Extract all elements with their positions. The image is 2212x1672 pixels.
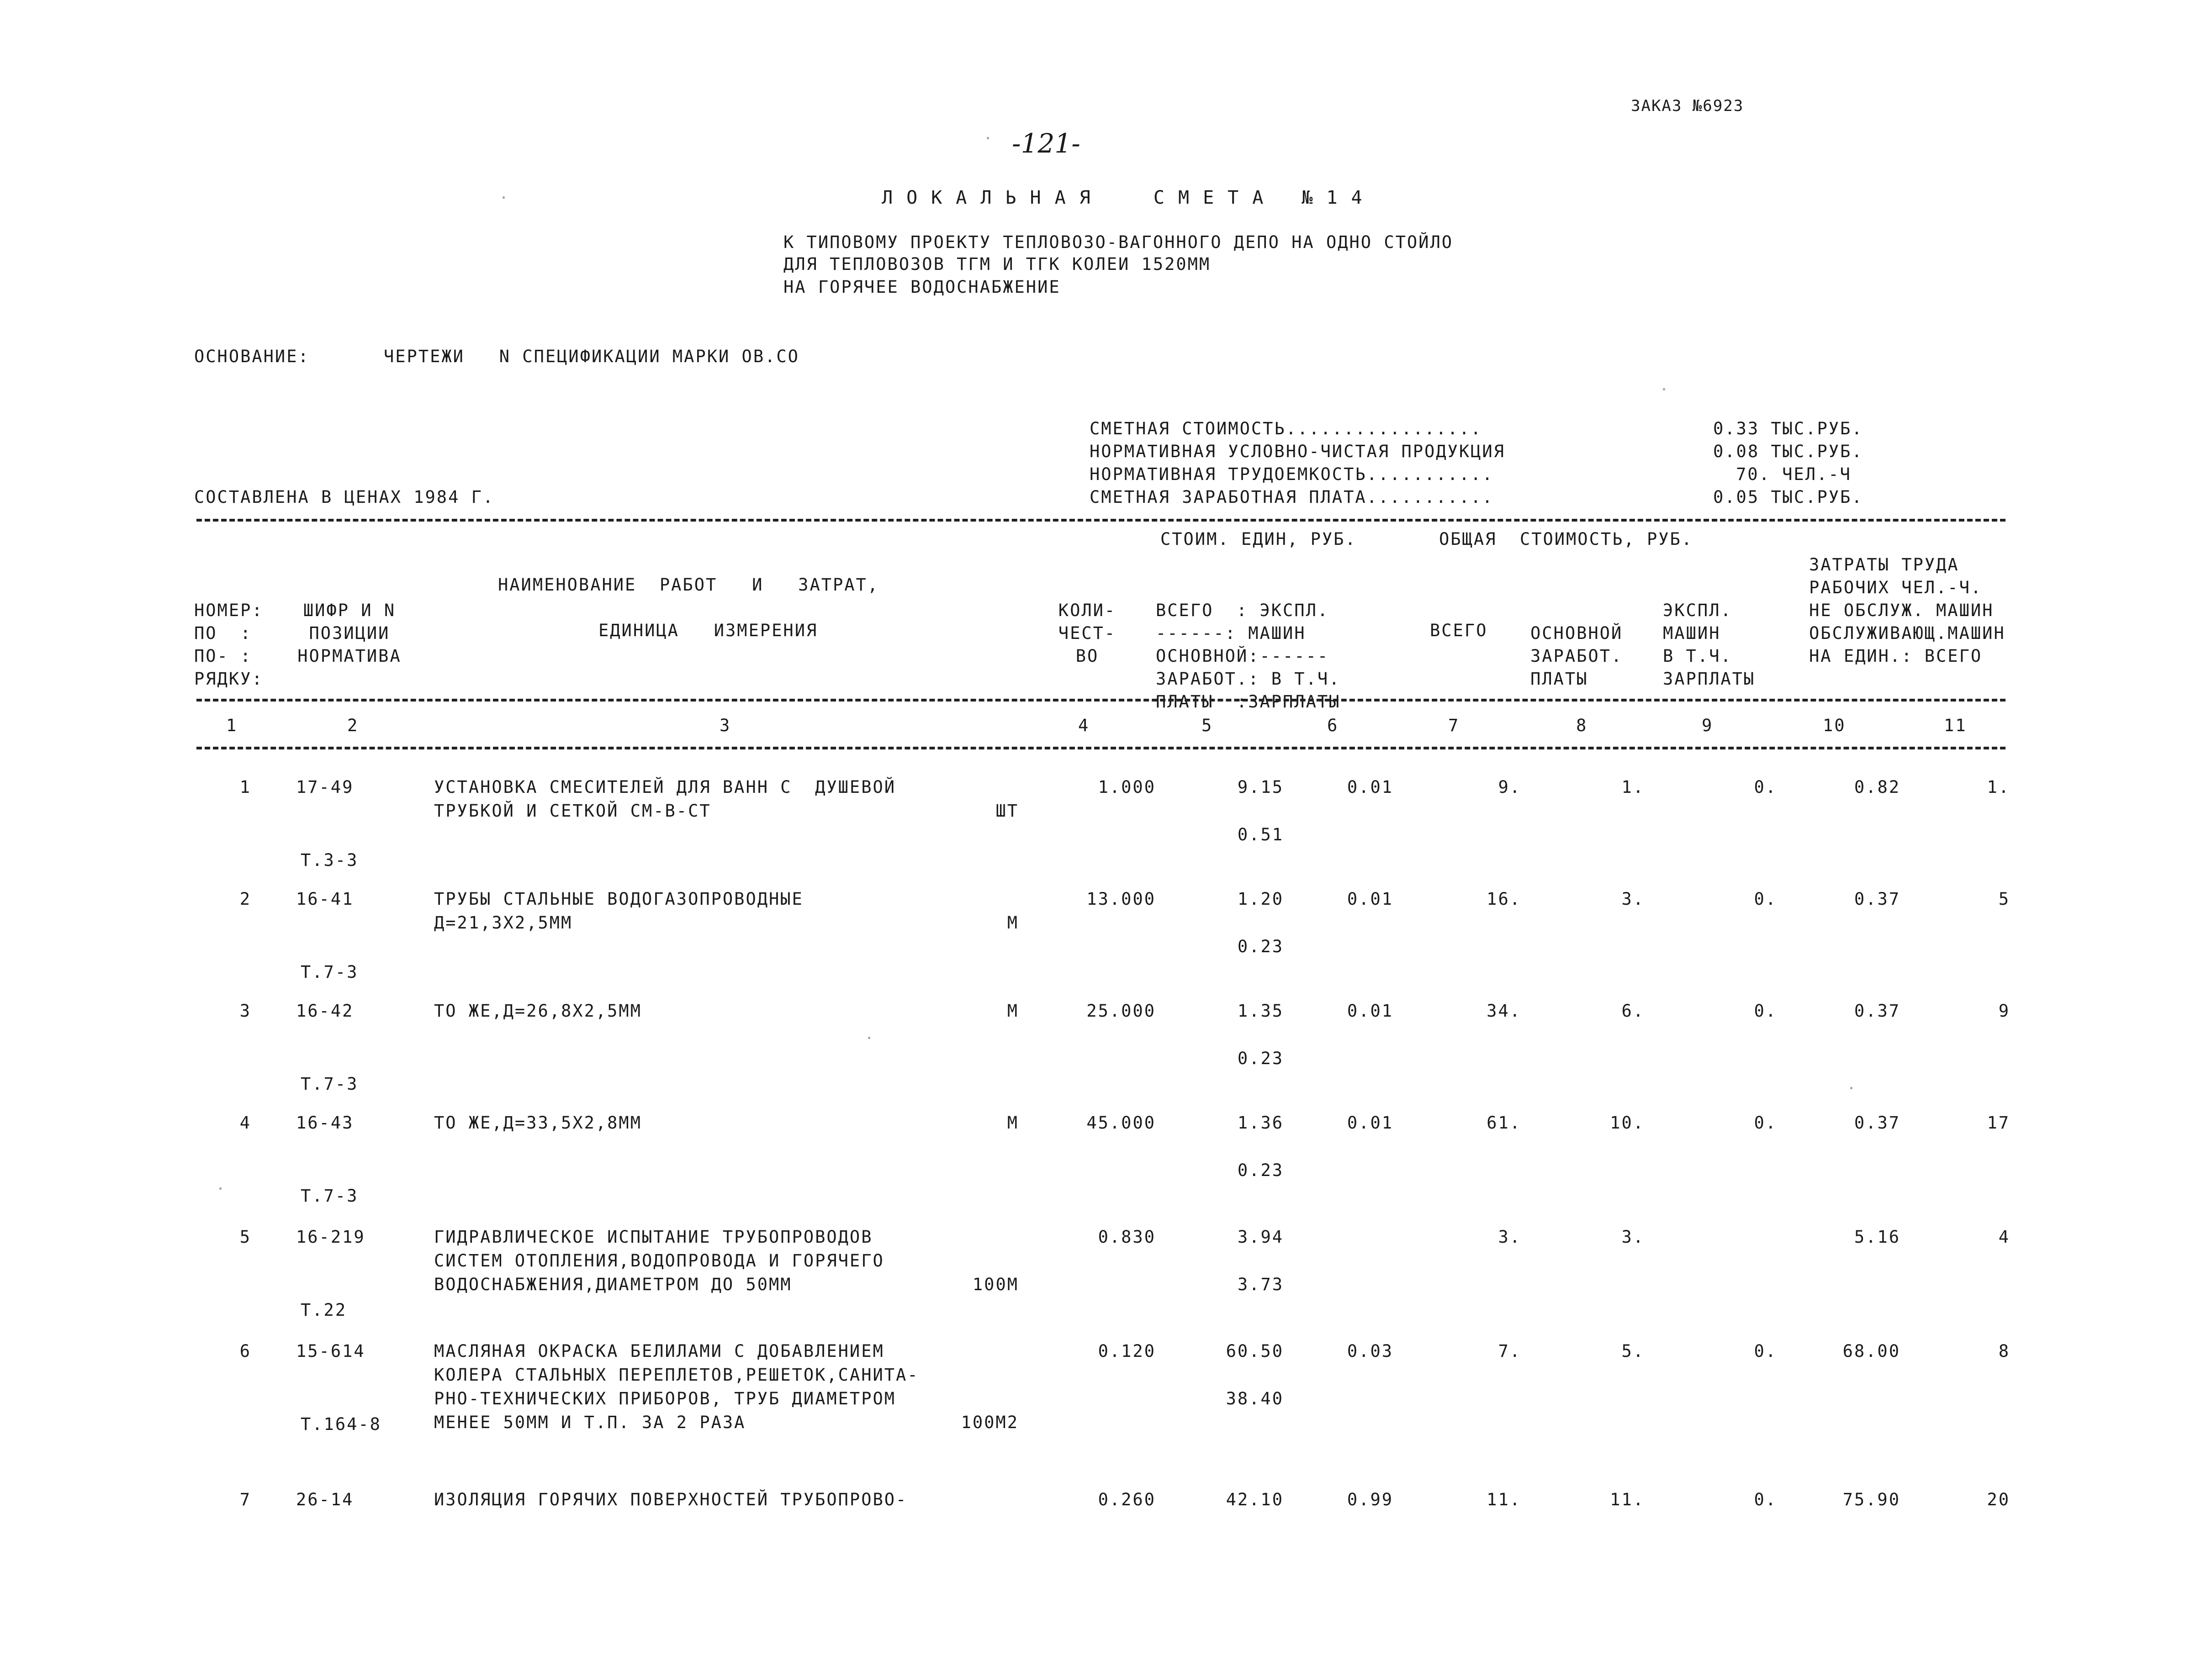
summary-label-2: НОРМАТИВНАЯ УСЛОВНО-ЧИСТАЯ ПРОДУКЦИЯ bbox=[1090, 442, 1505, 461]
row-total-mach: 0. bbox=[1754, 1341, 1777, 1361]
row-unit-total: 3.94 bbox=[1237, 1227, 1284, 1247]
row-description: ВОДОСНАБЖЕНИЯ,ДИАМЕТРОМ ДО 50ММ bbox=[434, 1275, 792, 1294]
colnum-6: 6 bbox=[1327, 716, 1339, 735]
basis-value: ЧЕРТЕЖИ N СПЕЦИФИКАЦИИ МАРКИ ОВ.СО bbox=[384, 347, 799, 366]
header-col-4: КОЛИ- ЧЕСТ- ВО bbox=[1058, 601, 1117, 666]
row-labor-total: 20 bbox=[1987, 1490, 2010, 1509]
row-ref: Т.22 bbox=[301, 1300, 347, 1320]
row-code: 16-41 bbox=[296, 889, 354, 909]
row-total: 34. bbox=[1487, 1001, 1521, 1021]
subtitle-line-1: К ТИПОВОМУ ПРОЕКТУ ТЕПЛОВОЗО-ВАГОННОГО ДЕПО НА ОДНО СТОЙЛО bbox=[783, 232, 1454, 252]
row-total-mach: 0. bbox=[1754, 777, 1777, 797]
row-total: 7. bbox=[1498, 1341, 1521, 1361]
row-unit-mach: 0.01 bbox=[1347, 1113, 1393, 1133]
row-number: 4 bbox=[239, 1113, 251, 1133]
row-total: 61. bbox=[1487, 1113, 1521, 1133]
row-description: УСТАНОВКА СМЕСИТЕЛЕЙ ДЛЯ ВАНН С ДУШЕВОЙ bbox=[434, 777, 896, 797]
summary-label-4: СМЕТНАЯ ЗАРАБОТНАЯ ПЛАТА........... bbox=[1090, 487, 1494, 507]
subtitle-line-3: НА ГОРЯЧЕЕ ВОДОСНАБЖЕНИЕ bbox=[783, 277, 1061, 297]
row-qty: 13.000 bbox=[1086, 889, 1156, 909]
summary-label-3: НОРМАТИВНАЯ ТРУДОЕМКОСТЬ........... bbox=[1090, 464, 1494, 484]
colnum-5: 5 bbox=[1201, 716, 1213, 735]
row-unit: М bbox=[1007, 1113, 1019, 1133]
row-code: 16-42 bbox=[296, 1001, 354, 1021]
row-description: ТРУБКОЙ И СЕТКОЙ СМ-В-СТ bbox=[434, 801, 711, 821]
header-col-3-title: НАИМЕНОВАНИЕ РАБОТ И ЗАТРАТ, bbox=[498, 575, 879, 595]
row-ref: Т.7-3 bbox=[301, 1186, 359, 1206]
header-unit-cost: СТОИМ. ЕДИН, РУБ. bbox=[1160, 529, 1357, 549]
row-unit-wage: 0.23 bbox=[1237, 937, 1284, 956]
row-number: 1 bbox=[239, 777, 251, 797]
summary-label-1: СМЕТНАЯ СТОИМОСТЬ................. bbox=[1090, 419, 1482, 438]
row-labor-unit: 0.37 bbox=[1854, 889, 1900, 909]
row-qty: 0.830 bbox=[1098, 1227, 1156, 1247]
row-ref: Т.3-3 bbox=[301, 850, 359, 870]
row-qty: 0.120 bbox=[1098, 1341, 1156, 1361]
row-labor-total: 8 bbox=[1998, 1341, 2010, 1361]
row-description: МЕНЕЕ 50ММ И Т.П. ЗА 2 РАЗА bbox=[434, 1413, 746, 1432]
header-total-cost: ОБЩАЯ СТОИМОСТЬ, РУБ. bbox=[1439, 529, 1693, 549]
colnum-9: 9 bbox=[1702, 716, 1714, 735]
row-total: 11. bbox=[1487, 1490, 1521, 1509]
row-unit-wage: 0.51 bbox=[1237, 825, 1284, 844]
row-unit-wage: 0.23 bbox=[1237, 1160, 1284, 1180]
row-unit-mach: 0.01 bbox=[1347, 1001, 1393, 1021]
row-code: 26-14 bbox=[296, 1490, 354, 1509]
row-unit-wage: 0.23 bbox=[1237, 1049, 1284, 1068]
row-unit: ШТ bbox=[995, 801, 1019, 821]
row-description: КОЛЕРА СТАЛЬНЫХ ПЕРЕПЛЕТОВ,РЕШЕТОК,САНИТА- bbox=[434, 1365, 919, 1385]
page-number: -121- bbox=[1012, 128, 1080, 159]
row-labor-unit: 0.82 bbox=[1854, 777, 1900, 797]
colnum-11: 11 bbox=[1944, 716, 1967, 735]
header-unit-cost-sub: ВСЕГО : ЭКСПЛ. ------: МАШИН ОСНОВНОЙ:------ ЗАРАБОТ.: В Т.Ч. ПЛАТЫ :ЗАРПЛАТЫ bbox=[1156, 601, 1341, 712]
subtitle-line-2: ДЛЯ ТЕПЛОВОЗОВ ТГМ И ТГК КОЛЕИ 1520ММ bbox=[783, 254, 1211, 274]
header-col-3-unit: ЕДИНИЦА ИЗМЕРЕНИЯ bbox=[598, 621, 818, 640]
row-total-mach: 0. bbox=[1754, 1113, 1777, 1133]
header-total-all: ВСЕГО bbox=[1430, 621, 1488, 640]
colnum-1: 1 bbox=[226, 716, 238, 735]
colnum-2: 2 bbox=[347, 716, 359, 735]
row-total-wage: 1. bbox=[1621, 777, 1645, 797]
row-number: 7 bbox=[239, 1490, 251, 1509]
row-labor-unit: 75.90 bbox=[1842, 1490, 1900, 1509]
summary-value-2: 0.08 ТЫС.РУБ. bbox=[1713, 442, 1863, 461]
colnum-3: 3 bbox=[720, 716, 731, 735]
row-description: ТРУБЫ СТАЛЬНЫЕ ВОДОГАЗОПРОВОДНЫЕ bbox=[434, 889, 804, 909]
prices-note: СОСТАВЛЕНА В ЦЕНАХ 1984 Г. bbox=[194, 487, 495, 507]
row-description: ГИДРАВЛИЧЕСКОЕ ИСПЫТАНИЕ ТРУБОПРОВОДОВ bbox=[434, 1227, 873, 1247]
colnum-10: 10 bbox=[1823, 716, 1846, 735]
header-bottom-rule bbox=[196, 747, 2006, 749]
row-total-wage: 3. bbox=[1621, 1227, 1645, 1247]
row-total-wage: 10. bbox=[1610, 1113, 1645, 1133]
row-qty: 45.000 bbox=[1086, 1113, 1156, 1133]
colnum-4: 4 bbox=[1078, 716, 1090, 735]
summary-value-4: 0.05 ТЫС.РУБ. bbox=[1713, 487, 1863, 507]
row-unit-mach: 0.99 bbox=[1347, 1490, 1393, 1509]
basis-label: ОСНОВАНИЕ: bbox=[194, 347, 310, 366]
row-labor-total: 5 bbox=[1998, 889, 2010, 909]
row-labor-unit: 0.37 bbox=[1854, 1001, 1900, 1021]
row-unit-mach: 0.01 bbox=[1347, 889, 1393, 909]
row-description: СИСТЕМ ОТОПЛЕНИЯ,ВОДОПРОВОДА И ГОРЯЧЕГО bbox=[434, 1251, 884, 1271]
header-labor: ЗАТРАТЫ ТРУДА РАБОЧИХ ЧЕЛ.-Ч. НЕ ОБСЛУЖ. МАШИН ОБСЛУЖИВАЮЩ.МАШИН НА ЕДИН.: ВСЕГО bbox=[1809, 555, 2006, 666]
header-col-1: НОМЕР: ПО : ПО- : РЯДКУ: bbox=[194, 601, 264, 689]
row-unit: М bbox=[1007, 913, 1019, 933]
row-ref: Т.7-3 bbox=[301, 1074, 359, 1094]
row-labor-total: 1. bbox=[1987, 777, 2010, 797]
row-ref: Т.7-3 bbox=[301, 962, 359, 982]
header-mid-rule bbox=[196, 699, 2006, 702]
row-total-wage: 11. bbox=[1610, 1490, 1645, 1509]
row-total-wage: 6. bbox=[1621, 1001, 1645, 1021]
row-code: 15-614 bbox=[296, 1341, 365, 1361]
header-top-rule bbox=[196, 519, 2006, 522]
row-labor-total: 4 bbox=[1998, 1227, 2010, 1247]
row-total-mach: 0. bbox=[1754, 1490, 1777, 1509]
row-unit-total: 1.36 bbox=[1237, 1113, 1284, 1133]
row-total: 3. bbox=[1498, 1227, 1521, 1247]
row-qty: 1.000 bbox=[1098, 777, 1156, 797]
row-total: 16. bbox=[1487, 889, 1521, 909]
row-total-mach: 0. bbox=[1754, 1001, 1777, 1021]
summary-value-1: 0.33 ТЫС.РУБ. bbox=[1713, 419, 1863, 438]
header-col-2: ШИФР И N ПОЗИЦИИ НОРМАТИВА bbox=[297, 601, 402, 666]
row-labor-total: 9 bbox=[1998, 1001, 2010, 1021]
row-number: 2 bbox=[239, 889, 251, 909]
row-unit-mach: 0.01 bbox=[1347, 777, 1393, 797]
row-total-mach: 0. bbox=[1754, 889, 1777, 909]
row-labor-unit: 0.37 bbox=[1854, 1113, 1900, 1133]
colnum-7: 7 bbox=[1448, 716, 1460, 735]
header-total-wage: ОСНОВНОЙ ЗАРАБОТ. ПЛАТЫ bbox=[1530, 623, 1623, 689]
row-qty: 0.260 bbox=[1098, 1490, 1156, 1509]
row-code: 17-49 bbox=[296, 777, 354, 797]
row-number: 3 bbox=[239, 1001, 251, 1021]
row-unit-total: 1.35 bbox=[1237, 1001, 1284, 1021]
row-unit-mach: 0.03 bbox=[1347, 1341, 1393, 1361]
row-description: РНО-ТЕХНИЧЕСКИХ ПРИБОРОВ, ТРУБ ДИАМЕТРОМ bbox=[434, 1389, 896, 1408]
header-total-mach: ЭКСПЛ. МАШИН В Т.Ч. ЗАРПЛАТЫ bbox=[1663, 601, 1756, 689]
row-description: Д=21,3Х2,5ММ bbox=[434, 913, 573, 933]
row-code: 16-219 bbox=[296, 1227, 365, 1247]
row-unit-wage: 38.40 bbox=[1226, 1389, 1284, 1408]
row-unit-total: 1.20 bbox=[1237, 889, 1284, 909]
row-unit-total: 9.15 bbox=[1237, 777, 1284, 797]
row-code: 16-43 bbox=[296, 1113, 354, 1133]
row-labor-unit: 68.00 bbox=[1842, 1341, 1900, 1361]
row-total-wage: 3. bbox=[1621, 889, 1645, 909]
row-unit-total: 60.50 bbox=[1226, 1341, 1284, 1361]
row-unit: 100М2 bbox=[961, 1413, 1019, 1432]
summary-value-3: 70. ЧЕЛ.-Ч bbox=[1736, 464, 1852, 484]
row-labor-unit: 5.16 bbox=[1854, 1227, 1900, 1247]
order-label: ЗАКАЗ №6923 bbox=[1631, 97, 1744, 115]
row-labor-total: 17 bbox=[1987, 1113, 2010, 1133]
row-unit-total: 42.10 bbox=[1226, 1490, 1284, 1509]
row-description: МАСЛЯНАЯ ОКРАСКА БЕЛИЛАМИ С ДОБАВЛЕНИЕМ bbox=[434, 1341, 884, 1361]
row-total: 9. bbox=[1498, 777, 1521, 797]
row-ref: Т.164-8 bbox=[301, 1414, 381, 1434]
row-number: 6 bbox=[239, 1341, 251, 1361]
row-number: 5 bbox=[239, 1227, 251, 1247]
colnum-8: 8 bbox=[1576, 716, 1588, 735]
row-unit: 100М bbox=[972, 1275, 1019, 1294]
row-unit-wage: 3.73 bbox=[1237, 1275, 1284, 1294]
row-description: ТО ЖЕ,Д=26,8Х2,5ММ bbox=[434, 1001, 642, 1021]
page-title: ЛОКАЛЬНАЯ СМЕТА №14 bbox=[882, 187, 1376, 208]
row-unit: М bbox=[1007, 1001, 1019, 1021]
row-qty: 25.000 bbox=[1086, 1001, 1156, 1021]
row-description: ИЗОЛЯЦИЯ ГОРЯЧИХ ПОВЕРХНОСТЕЙ ТРУБОПРОВО- bbox=[434, 1490, 908, 1509]
row-total-wage: 5. bbox=[1621, 1341, 1645, 1361]
row-description: ТО ЖЕ,Д=33,5Х2,8ММ bbox=[434, 1113, 642, 1133]
